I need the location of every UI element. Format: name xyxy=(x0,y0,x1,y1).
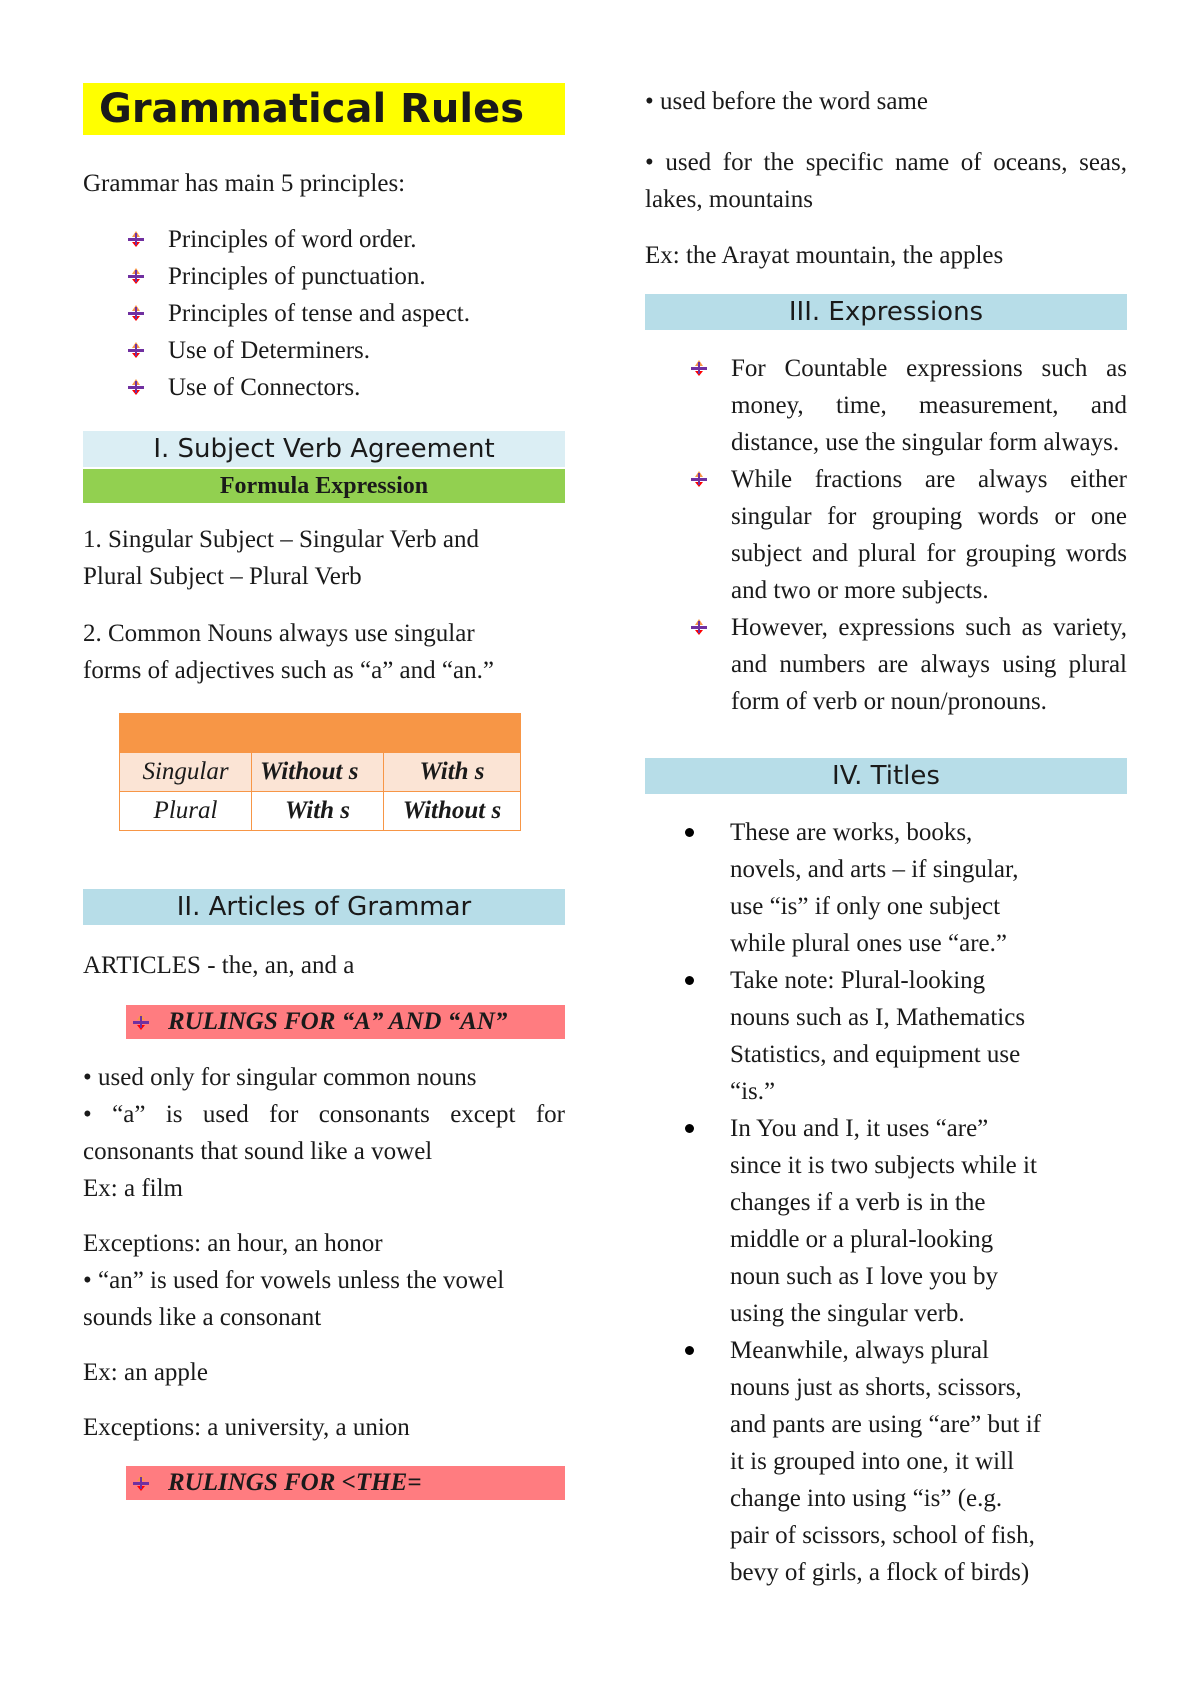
section-heading-expressions: III. Expressions xyxy=(645,294,1127,330)
list-item: Principles of word order. xyxy=(168,221,565,258)
list-item: Principles of tense and aspect. xyxy=(168,295,565,332)
list-item: Meanwhile, always plural nouns just as shorts, scissors, and pants are using “are” but if it is grouped into one, it will change into using “is” (e.g. pair of scissors, school of fish, bevy of girls, a flock of birds) xyxy=(730,1332,1045,1591)
rule-a-consonants: • “a” is used for consonants except for consonants that sound like a vowel xyxy=(83,1101,565,1165)
rule-oceans: • used for the specific name of oceans, seas, lakes, mountains xyxy=(645,149,1127,213)
bullet-dot-icon xyxy=(685,1124,694,1133)
table-cell: Plural xyxy=(120,792,252,831)
rule-2-line-2: forms of adjectives such as “a” and “an.” xyxy=(83,657,494,684)
list-item: While fractions are always either singular for grouping words or one subject and plural for grouping words and two or more subjects. xyxy=(731,461,1127,609)
example-an-apple: Ex: an apple xyxy=(83,1359,208,1386)
ruling-the-heading: RULINGS FOR <THE= xyxy=(126,1466,565,1500)
arrow-bullet-icon xyxy=(690,470,708,488)
right-column xyxy=(645,83,1127,1591)
arrow-bullet-icon xyxy=(127,230,145,248)
list-item: Use of Connectors. xyxy=(168,369,565,406)
table-row xyxy=(120,753,521,792)
list-item: However, expressions such as variety, and numbers are always using plural form of verb or noun/pronouns. xyxy=(731,609,1127,720)
list-item: For Countable expressions such as money, time, measurement, and distance, use the singular form always. xyxy=(731,350,1127,461)
table-cell: Singular xyxy=(120,753,252,792)
bullet-dot-icon xyxy=(685,976,694,985)
arrow-bullet-icon xyxy=(127,304,145,322)
rule-an-vowels: • “an” is used for vowels unless the vowel sounds like a consonant xyxy=(83,1267,505,1331)
principles-list xyxy=(83,221,565,406)
table-cell: Without s xyxy=(252,753,384,792)
table-header-row xyxy=(120,714,521,753)
list-item: These are works, books, novels, and arts – if singular, use “is” if only one subject while plural ones use “are.” xyxy=(730,814,1045,962)
rule-2-line-1: 2. Common Nouns always use singular xyxy=(83,620,475,647)
arrow-bullet-icon xyxy=(690,359,708,377)
exceptions-an: Exceptions: an hour, an honor xyxy=(83,1230,383,1257)
arrow-bullet-icon xyxy=(127,341,145,359)
example-the: Ex: the Arayat mountain, the apples xyxy=(645,242,1004,269)
table-row xyxy=(120,792,521,831)
ruling-a-an-heading: RULINGS FOR “A” AND “AN” xyxy=(126,1005,565,1039)
list-item: In You and I, it uses “are” since it is two subjects while it changes if a verb is in the middle or a plural-looking noun such as I love you by using the singular verb. xyxy=(730,1110,1045,1332)
intro-text: Grammar has main 5 principles: xyxy=(83,170,406,197)
section-heading-subject-verb: I. Subject Verb Agreement xyxy=(83,431,565,467)
example-a-film: Ex: a film xyxy=(83,1175,183,1202)
rule-before-same: • used before the word same xyxy=(645,88,928,115)
section-heading-titles: IV. Titles xyxy=(645,758,1127,794)
list-item: Principles of punctuation. xyxy=(168,258,565,295)
exceptions-a: Exceptions: a university, a union xyxy=(83,1414,410,1441)
table-cell: With s xyxy=(384,753,521,792)
table-cell: Without s xyxy=(384,792,521,831)
singular-plural-table xyxy=(119,713,521,831)
bullet-dot-icon xyxy=(685,1346,694,1355)
list-item: Take note: Plural-looking nouns such as I, Mathematics Statistics, and equipment use “is.” xyxy=(730,962,1045,1110)
bullet-dot-icon xyxy=(685,828,694,837)
rule-1-line-2: Plural Subject – Plural Verb xyxy=(83,563,362,590)
arrow-bullet-icon xyxy=(132,1474,150,1492)
arrow-bullet-icon xyxy=(132,1013,150,1031)
page-title: Grammatical Rules xyxy=(83,83,565,135)
rule-1-line-1: 1. Singular Subject – Singular Verb and xyxy=(83,526,480,553)
formula-expression-heading: Formula Expression xyxy=(83,469,565,503)
titles-list xyxy=(645,814,1045,1591)
arrow-bullet-icon xyxy=(690,618,708,636)
list-item: Use of Determiners. xyxy=(168,332,565,369)
articles-text: ARTICLES - the, an, and a xyxy=(83,952,355,979)
section-heading-articles: II. Articles of Grammar xyxy=(83,889,565,925)
rule-singular-common: • used only for singular common nouns xyxy=(83,1064,477,1091)
arrow-bullet-icon xyxy=(127,378,145,396)
left-column xyxy=(83,83,565,1500)
arrow-bullet-icon xyxy=(127,267,145,285)
table-cell: With s xyxy=(252,792,384,831)
expressions-list xyxy=(645,350,1127,720)
